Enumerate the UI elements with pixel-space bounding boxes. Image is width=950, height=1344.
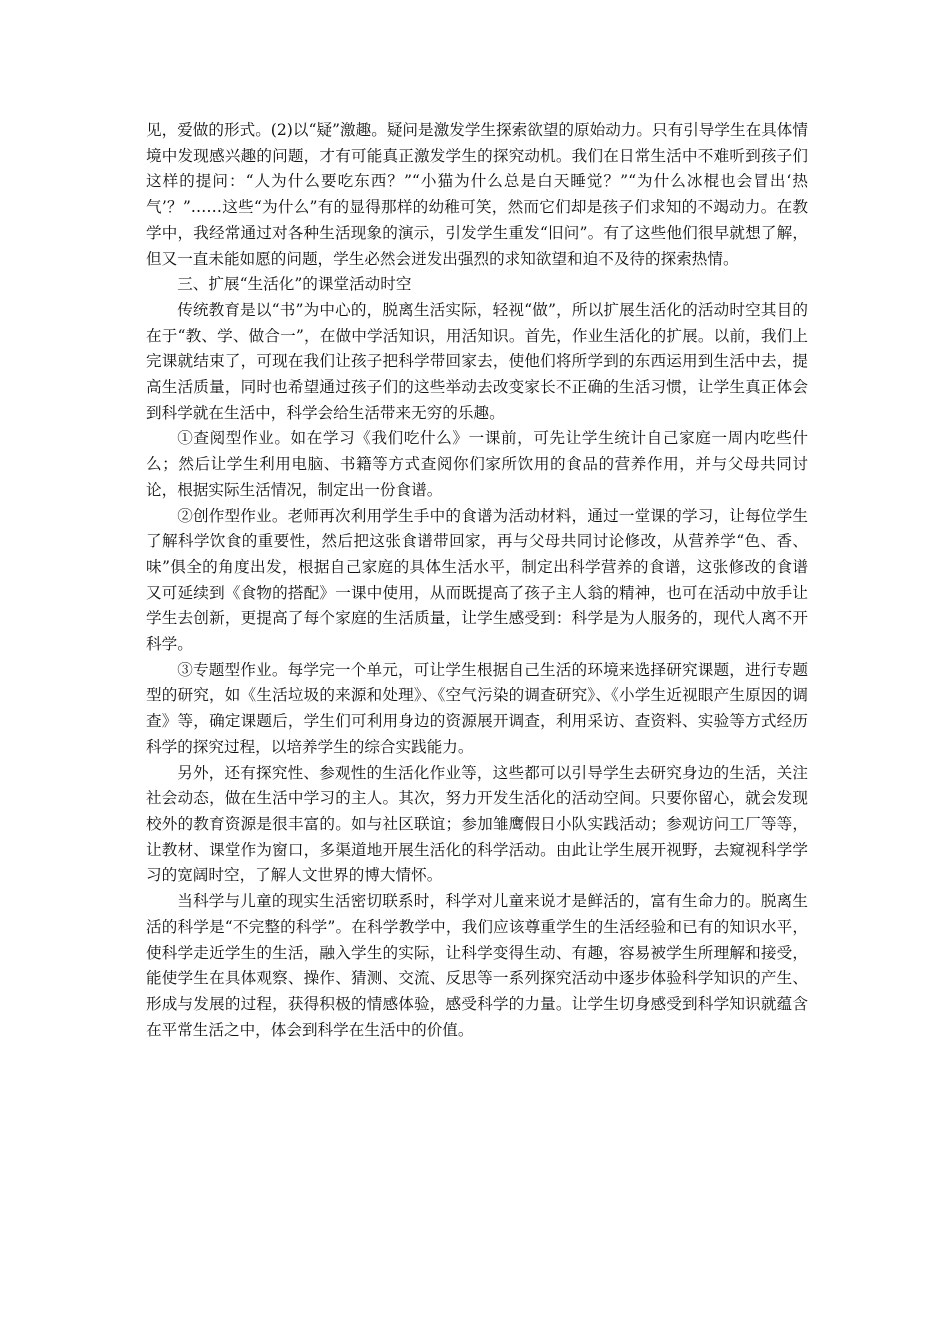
paragraph: ①查阅型作业。如在学习《我们吃什么》一课前，可先让学生统计自己家庭一周内吃些什么；然后让学生利用电脑、书籍等方式查阅你们家所饮用的食品的营养作用，并与父母共同讨论，根据实际生活情况，制定出一份食谱。 [146, 429, 808, 499]
paragraph: 另外，还有探究性、参观性的生活化作业等，这些都可以引导学生去研究身边的生活，关注社会动态，做在生活中学习的主人。其次，努力开发生活化的活动空间。只要你留心，就会发现校外的教育资源是很丰富的。如与社区联谊；参加雏鹰假日小队实践活动；参观访问工厂等等，让教材、课堂作为窗口，多渠道地开展生活化的科学活动。由此让学生展开视野，去窥视科学学习的宽阔时空，了解人文世界的博大情怀。 [146, 763, 808, 885]
document-body [146, 118, 808, 1043]
paragraph-continued: 见，爱做的形式。(2)以“疑”激趣。疑问是激发学生探索欲望的原始动力。只有引导学生在具体情境中发现感兴趣的问题，才有可能真正激发学生的探究动机。我们在日常生活中不难听到孩子们这样的提问：“人为什么要吃东西？”“小猫为什么总是白天睡觉？”“为什么冰棍也会冒出‘热气’？”……这些“为什么”有的显得那样的幼稚可笑，然而它们却是孩子们求知的不竭动力。在教学中，我经常通过对各种生活现象的演示，引发学生重发“旧问”。有了这些他们很早就想了解，但又一直未能如愿的问题，学生必然会迸发出强烈的求知欲望和迫不及待的探索热情。 [146, 121, 808, 268]
paragraph: 传统教育是以“书”为中心的，脱离生活实际，轻视“做”，所以扩展生活化的活动时空其目的在于“教、学、做合一”，在做中学活知识，用活知识。首先，作业生活化的扩展。以前，我们上完课就结束了，可现在我们让孩子把科学带回家去，使他们将所学到的东西运用到生活中去，提高生活质量，同时也希望通过孩子们的这些举动去改变家长不正确的生活习惯，让学生真正体会到科学就在生活中，科学会给生活带来无穷的乐趣。 [146, 300, 808, 422]
paragraph: ②创作型作业。老师再次利用学生手中的食谱为活动材料，通过一堂课的学习，让每位学生了解科学饮食的重要性，然后把这张食谱带回家，再与父母共同讨论修改，从营养学“色、香、味”俱全的角度出发，根据自己家庭的具体生活水平，制定出科学营养的食谱，这张修改的食谱又可延续到《食物的搭配》一课中使用，从而既提高了孩子主人翁的精神，也可在活动中放手让学生去创新，更提高了每个家庭的生活质量，让学生感受到：科学是为人服务的，现代人离不开科学。 [146, 506, 808, 654]
paragraph: 当科学与儿童的现实生活密切联系时，科学对儿童来说才是鲜活的，富有生命力的。脱离生活的科学是“不完整的科学”。在科学教学中，我们应该尊重学生的生活经验和已有的知识水平，使科学走近学生的生活，融入学生的实际，让科学变得生动、有趣，容易被学生所理解和接受，能使学生在具体观察、操作、猜测、交流、反思等一系列探究活动中逐步体验科学知识的产生、形成与发展的过程，获得积极的情感体验，感受科学的力量。让学生切身感受到科学知识就蕴含在平常生活之中，体会到科学在生活中的价值。 [146, 892, 808, 1039]
section-heading: 三、扩展“生活化”的课堂活动时空 [177, 275, 412, 294]
paragraph: ③专题型作业。每学完一个单元，可让学生根据自己生活的环境来选择研究课题，进行专题型的研究，如《生活垃圾的来源和处理》、《空气污染的调查研究》、《小学生近视眼产生原因的调查》等，确定课题后，学生们可利用身边的资源展开调查，利用采访、查资料、实验等方式经历科学的探究过程，以培养学生的综合实践能力。 [146, 660, 808, 756]
